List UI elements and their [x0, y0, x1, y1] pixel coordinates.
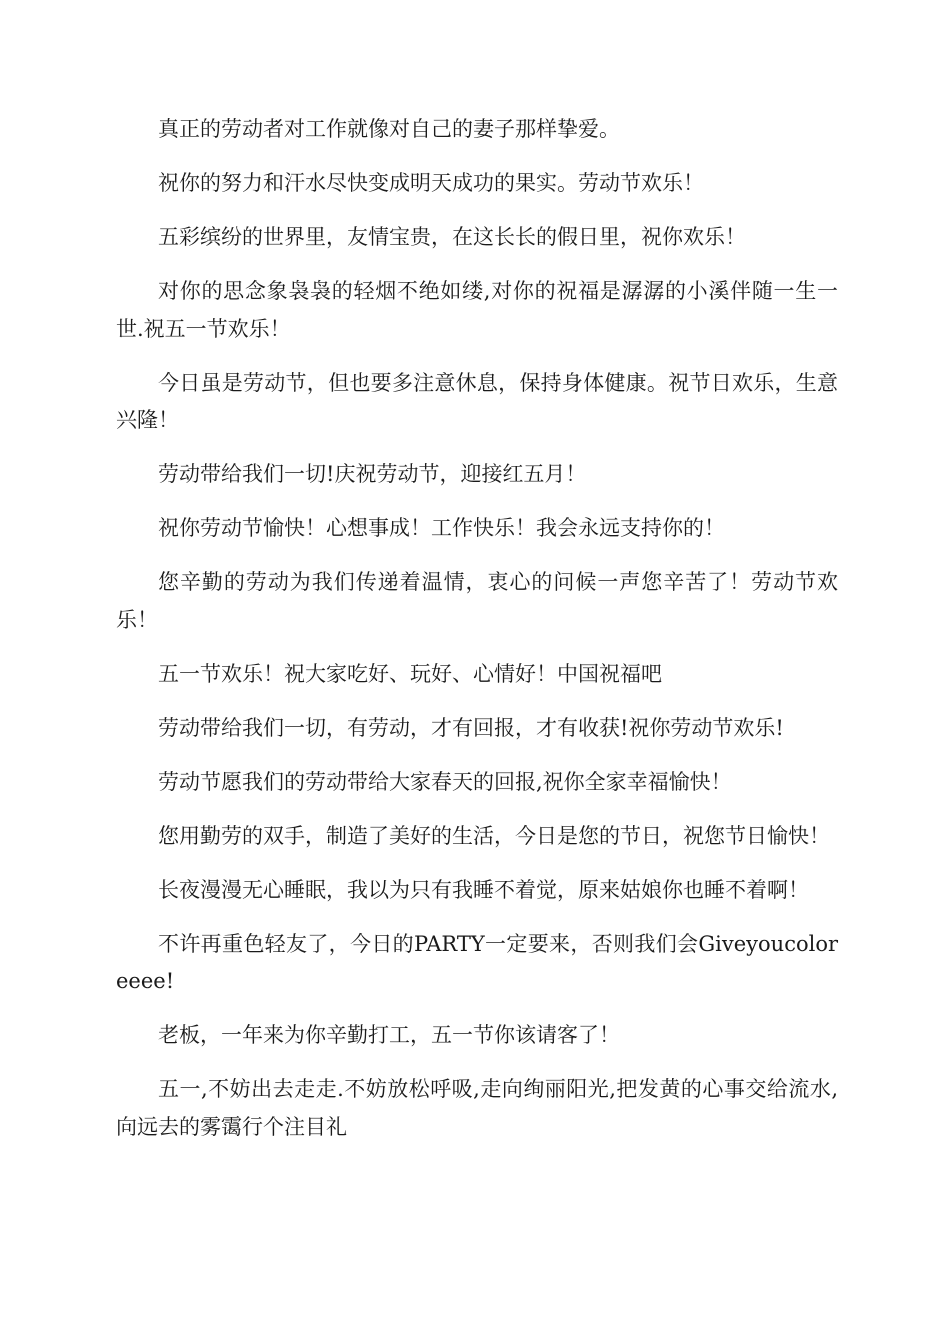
paragraph-15: 老板，一年来为你辛勤打工，五一节你该请客了！: [158, 1023, 620, 1047]
paragraph-2: 祝你的努力和汗水尽快变成明天成功的果实。劳动节欢乐！: [158, 171, 704, 195]
paragraph-9: 五一节欢乐！祝大家吃好、玩好、心情好！中国祝福吧: [158, 661, 662, 686]
paragraph-13: 长夜漫漫无心睡眠，我以为只有我睡不着觉，原来姑娘你也睡不着啊！: [158, 877, 809, 902]
paragraph-16: 五一,不妨出去走走.不妨放松呼吸,走向绚丽阳光,把发黄的心事交给流水,向远去的雾霭行个注目礼: [116, 1077, 838, 1139]
paragraph-10: 劳动带给我们一切，有劳动，才有回报，才有收获!祝你劳动节欢乐!: [158, 715, 784, 740]
paragraph-3: 五彩缤纷的世界里，友情宝贵，在这长长的假日里，祝你欢乐！: [158, 225, 746, 249]
paragraph-8: 您辛勤的劳动为我们传递着温情，衷心的问候一声您辛苦了！劳动节欢乐！: [116, 570, 838, 632]
paragraph-12: 您用勤劳的双手，制造了美好的生活，今日是您的节日，祝您节日愉快！: [158, 823, 830, 848]
paragraph-1: 真正的劳动者对工作就像对自己的妻子那样挚爱。: [158, 117, 620, 141]
document-body: [116, 111, 838, 1163]
paragraph-5: 今日虽是劳动节，但也要多注意休息，保持身体健康。祝节日欢乐，生意兴隆！: [116, 370, 838, 432]
paragraph-6: 劳动带给我们一切!庆祝劳动节，迎接红五月！: [158, 462, 587, 486]
paragraph-7: 祝你劳动节愉快！心想事成！工作快乐！我会永远支持你的！: [158, 516, 725, 540]
paragraph-14: 不许再重色轻友了，今日的PARTY一定要来，否则我们会Giveyoucoloreeee!: [116, 931, 838, 993]
paragraph-11: 劳动节愿我们的劳动带给大家春天的回报,祝你全家幸福愉快！: [158, 769, 732, 794]
paragraph-4: 对你的思念象袅袅的轻烟不绝如缕,对你的祝福是潺潺的小溪伴随一生一世.祝五一节欢乐！: [116, 279, 838, 341]
